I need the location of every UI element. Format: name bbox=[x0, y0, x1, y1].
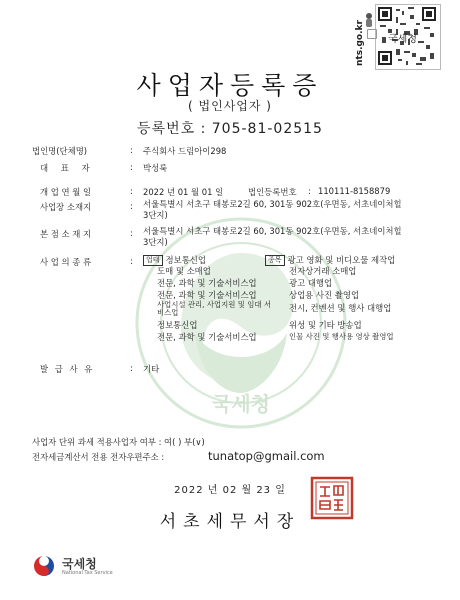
nts-seal-icon bbox=[367, 29, 377, 39]
ceo-label: 대 표 자 bbox=[40, 163, 95, 173]
email-label: 전자세금계산서 전용 전자우편주소 : bbox=[32, 452, 165, 462]
ceo-value: 박성룩 bbox=[143, 163, 168, 173]
business-items: 종목 광고 영화 및 비디오물 제작업 전자상거래 소매업 광고 대행업 상업용 사진 촬영업 전시, 컨벤션 및 행사 대행업 위성 및 기타 방송업 인물 사진 및 행사용 영상 촬영업 bbox=[265, 254, 445, 343]
issue-date: 2022 년 02 월 23 일 bbox=[174, 485, 286, 496]
email-value: tunatop@gmail.com bbox=[208, 449, 325, 463]
corp-reg-label: 법인등록번호 bbox=[248, 187, 297, 197]
corp-name-value: 주식회사 드림아이298 bbox=[143, 146, 227, 156]
tax-office-name: 서초세무서장 bbox=[159, 512, 301, 532]
type-tag: 업태 bbox=[143, 255, 163, 266]
location-label: 사업장 소재지 bbox=[40, 202, 92, 212]
hq-location-value: 서울특별시 서초구 태봉로2길 60, 301동 902호(우면동, 서초네이처힐 3단지) bbox=[143, 226, 402, 247]
item-tag: 종목 bbox=[265, 255, 285, 266]
tax-unit-statement: 사업자 단위 과세 적용사업자 여부 : 여( ) 부(∨) bbox=[32, 437, 205, 447]
corp-name-label: 법인명(단체명) bbox=[32, 146, 88, 156]
watermark-text: 국세청 bbox=[212, 392, 270, 416]
location-value: 서울특별시 서초구 태봉로2길 60, 301동 902호(우면동, 서초네이처힐 3단지) bbox=[143, 199, 402, 220]
business-types: 업태 정보통신업 도매 및 소매업 전문, 과학 및 기술서비스업 전문, 과학 및 기술서비스업 사업시설 관리, 사업지원 및 임대 서비스업 정보통신업 전문, 과학 및 기술서비스업 bbox=[143, 254, 283, 343]
agency-label: 국세청 bbox=[388, 34, 417, 45]
nts-url-vertical: nts.go.kr bbox=[355, 20, 365, 66]
nts-mascot-icon bbox=[364, 12, 374, 28]
official-seal bbox=[310, 476, 354, 520]
open-date-value: 2022 년 01 월 01 일 bbox=[143, 187, 224, 197]
corp-reg-value: 110111-8158879 bbox=[318, 186, 391, 196]
reg-label: 등록번호 bbox=[137, 121, 196, 137]
document-title: 사업자등록증 bbox=[136, 71, 324, 100]
nts-logo bbox=[32, 552, 142, 580]
reason-label: 발 급 사 유 bbox=[40, 364, 95, 374]
logo-name: 국세청 bbox=[62, 557, 97, 571]
reg-number: 705-81-02515 bbox=[211, 121, 323, 137]
taegeuk-logo-icon bbox=[32, 554, 56, 578]
reason-value: 기타 bbox=[143, 364, 160, 374]
document-subtitle: ( 법인사업자 ) bbox=[188, 99, 272, 113]
logo-subtext: National Tax Service bbox=[62, 570, 113, 576]
hq-location-label: 본 점 소 재 지 bbox=[40, 229, 92, 239]
registration-number: 등록번호 : 705-81-02515 bbox=[137, 121, 323, 137]
business-label: 사 업 의 종 류 bbox=[40, 257, 92, 267]
open-date-label: 개 업 연 월 일 bbox=[40, 187, 92, 197]
